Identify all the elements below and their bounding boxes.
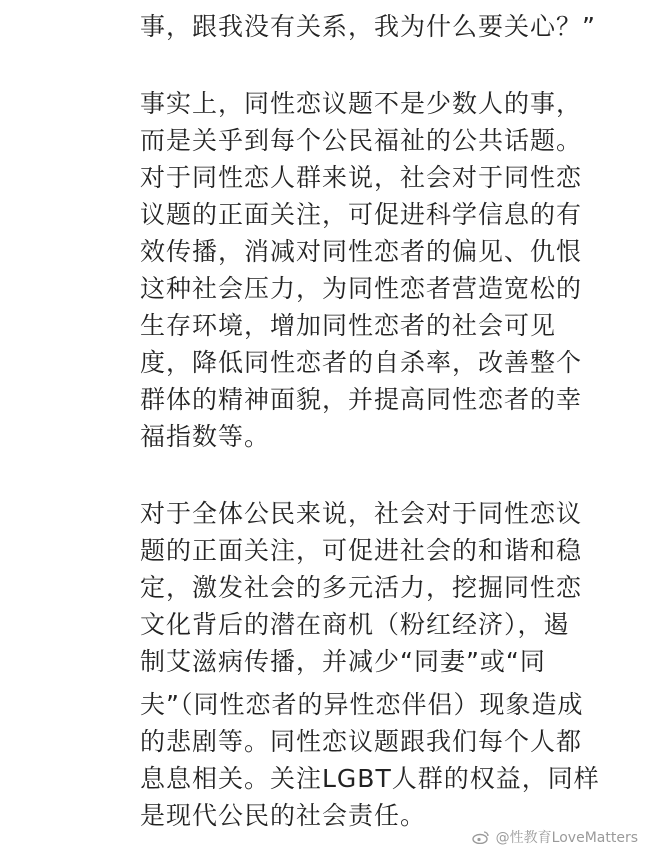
text-line: 制艾滋病传播，并减少“同妻”或“同 — [140, 647, 546, 676]
text-line: 题的正面关注，可促进社会的和谐和稳 — [140, 536, 583, 565]
text-line: 文化背后的潜在商机（粉红经济），遏 — [140, 610, 570, 639]
weibo-watermark — [472, 827, 638, 847]
text-line: 生存环境，增加同性恋者的社会可见 — [140, 311, 557, 340]
text-line: 福指数等。 — [140, 422, 271, 451]
weibo-icon — [472, 830, 490, 844]
text-line: 度，降低同性恋者的自杀率，改善整个 — [140, 348, 583, 377]
text-line: 的悲剧等。同性恋议题跟我们每个人都 — [140, 727, 583, 756]
text-line: 息息相关。关注LGBT人群的权益，同样 — [140, 764, 600, 793]
watermark-text: @性教育LoveMatters — [495, 830, 638, 846]
text-line: 事实上，同性恋议题不是少数人的事， — [140, 89, 583, 118]
text-line: 夫”（同性恋者的异性恋伴侣）现象造成 — [140, 690, 584, 719]
text-line: 这种社会压力，为同性恋者营造宽松的 — [140, 274, 583, 303]
text-line: 定，激发社会的多元活力，挖掘同性恋 — [140, 573, 583, 602]
text-line: 是现代公民的社会责任。 — [140, 801, 427, 830]
text-line: 而是关乎到每个公民福祉的公共话题。 — [140, 126, 583, 155]
text-line: 对于同性恋人群来说，社会对于同性恋 — [140, 163, 583, 192]
text-line: 议题的正面关注，可促进科学信息的有 — [140, 200, 583, 229]
text-line: 事，跟我没有关系，我为什么要关心？” — [140, 12, 596, 41]
text-line: 效传播，消减对同性恋者的偏见、仇恨 — [140, 237, 583, 266]
text-line: 群体的精神面貌，并提高同性恋者的幸 — [140, 385, 583, 414]
text-line: 对于全体公民来说，社会对于同性恋议 — [140, 499, 583, 528]
